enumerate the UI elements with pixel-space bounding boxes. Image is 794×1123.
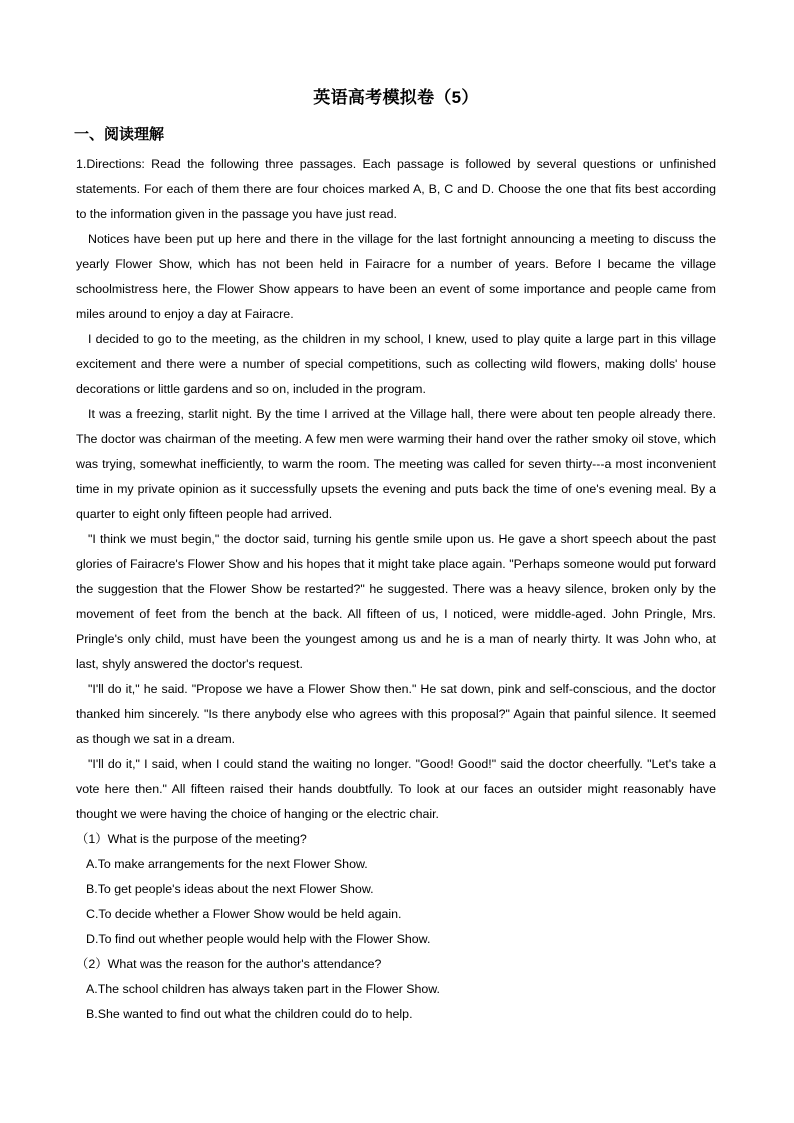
option-c: C.To decide whether a Flower Show would be held again. [86,907,402,921]
question-stem: （2）What was the reason for the author's attendance? [76,957,382,971]
passage-paragraph-3: It was a freezing, starlit night. By the time I arrived at the Village hall, there were about ten people already there. The doctor was chairman of the meeting. A few men were warming their hand over the rather smoky oil stove, which was trying, somewhat inefficiently, to warm the room. The meeting was called for seven thirty---a most inconvenient time in my private opinion as it successfully upsets the evening and puts back the time of one's evening meal. By a quarter to eight only fifteen people had arrived. [76,407,716,521]
page-title: 英语高考模拟卷（5） [313,88,479,107]
option-a: A.The school children has always taken part in the Flower Show. [86,982,441,996]
question-stem: （1）What is the purpose of the meeting? [76,832,307,846]
section-heading: 一、阅读理解 [74,126,165,143]
passage-paragraph-1: Notices have been put up here and there in the village for the last fortnight announcing a meeting to discuss the yearly Flower Show, which has not been held in Fairacre for a number of years. Before I became the village schoolmistress here, the Flower Show appears to have been an event of some importance and people came from miles around to enjoy a day at Fairacre. [76,232,716,321]
directions-paragraph: 1.Directions: Read the following three passages. Each passage is followed by several questions or unfinished statements. For each of them there are four choices marked A, B, C and D. Choose the one that fits best according to the information given in the passage you have just read. [76,157,716,221]
exam-page [76,86,716,1027]
option-a: A.To make arrangements for the next Flower Show. [86,857,368,871]
option-d: D.To find out whether people would help with the Flower Show. [86,932,431,946]
option-b: B.She wanted to find out what the children could do to help. [86,1007,413,1021]
passage-paragraph-4: "I think we must begin," the doctor said, turning his gentle smile upon us. He gave a short speech about the past glories of Fairacre's Flower Show and his hopes that it might take place again. "Perhaps someone would put forward the suggestion that the Flower Show be restarted?" he suggested. There was a heavy silence, broken only by the movement of feet from the bench at the back. All fifteen of us, I noticed, were middle-aged. John Pringle, Mrs. Pringle's only child, must have been the youngest among us and he is a man of nearly thirty. It was John who, at last, shyly answered the doctor's request. [76,532,716,671]
passage-paragraph-6: "I'll do it," I said, when I could stand the waiting no longer. "Good! Good!" said the doctor cheerfully. "Let's take a vote here then." All fifteen raised their hands doubtfully. To look at our faces an outsider might reasonably have thought we were having the choice of hanging or the electric chair. [76,757,716,821]
option-b: B.To get people's ideas about the next Flower Show. [86,882,374,896]
passage-paragraph-2: I decided to go to the meeting, as the children in my school, I knew, used to play quite a large part in this village excitement and there were a number of special competitions, such as collecting wild flowers, making dolls' house decorations or little gardens and so on, included in the program. [76,332,716,396]
question-2 [76,952,716,1027]
question-1 [76,827,716,952]
passage-paragraph-5: "I'll do it," he said. "Propose we have a Flower Show then." He sat down, pink and self-conscious, and the doctor thanked him sincerely. "Is there anybody else who agrees with this proposal?" Again that painful silence. It seemed as though we sat in a dream. [76,682,716,746]
